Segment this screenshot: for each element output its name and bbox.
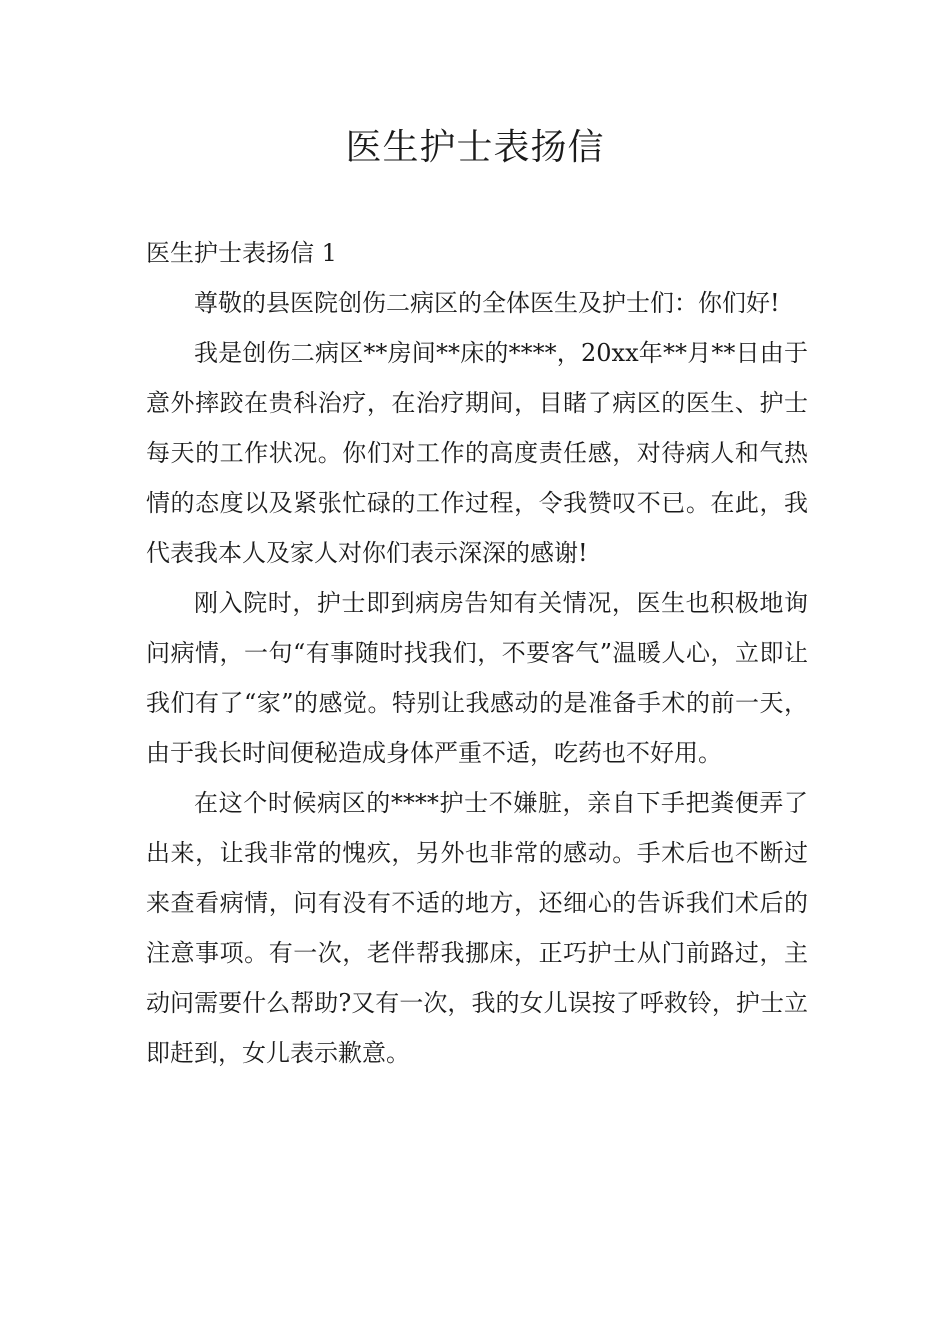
letter-subtitle: 医生护士表扬信 1: [146, 239, 337, 267]
paragraph-admission: 刚入院时，护士即到病房告知有关情况，医生也积极地询问病情，一句“有事随时找我们，不要客气”温暖人心，立即让我们有了“家”的感觉。特别让我感动的是准备手术的前一天，由于我长时间便秘造成身体严重不适，吃药也不好用。: [146, 589, 808, 767]
document-body: [146, 228, 808, 1078]
paragraph-greeting: 尊敬的县医院创伤二病区的全体医生及护士们：你们好!: [194, 289, 780, 317]
paragraph-nursing-care: 在这个时候病区的****护士不嫌脏，亲自下手把粪便弄了出来，让我非常的愧疚，另外也非常的感动。手术后也不断过来查看病情，问有没有不适的地方，还细心的告诉我们术后的注意事项。有一次，老伴帮我挪床，正巧护士从门前路过，主动问需要什么帮助?又有一次，我的女儿误按了呼救铃，护士立即赶到，女儿表示歉意。: [146, 789, 808, 1067]
paragraph-introduction: 我是创伤二病区**房间**床的****，20xx年**月**日由于意外摔跤在贵科治疗，在治疗期间，目睹了病区的医生、护士每天的工作状况。你们对工作的高度责任感，对待病人和气热情的态度以及紧张忙碌的工作过程，令我赞叹不已。在此，我代表我本人及家人对你们表示深深的感谢!: [146, 339, 808, 567]
document-title: 医生护士表扬信: [345, 127, 605, 168]
